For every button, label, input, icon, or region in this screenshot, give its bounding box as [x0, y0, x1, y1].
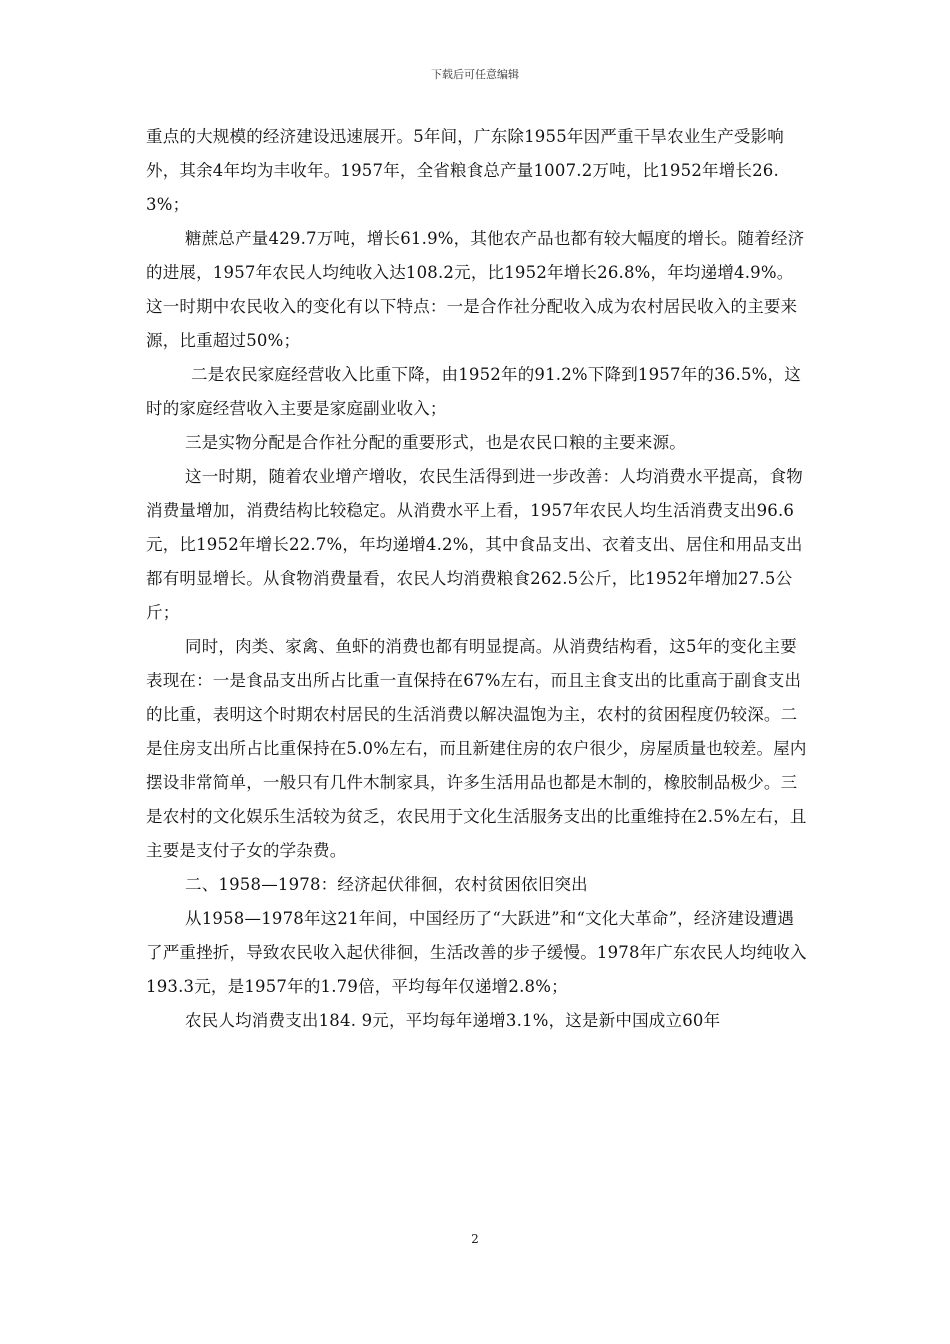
paragraph: 二是农民家庭经营收入比重下降，由1952年的91.2%下降到1957年的36.5%，这时的家庭经营收入主要是家庭副业收入； — [146, 365, 801, 418]
page-header: 下载后可任意编辑 — [431, 68, 519, 81]
paragraph: 同时，肉类、家禽、鱼虾的消费也都有明显提高。从消费结构看，这5年的变化主要表现在：一是食品支出所占比重一直保持在67%左右，而且主食支出的比重高于副食支出的比重，表明这个时期农村居民的生活消费以解决温饱为主，农村的贫困程度仍较深。二是住房支出所占比重保持在5.0%左右，而且新建住房的农户很少，房屋质量也较差。屋内摆设非常简单，一般只有几件木制家具，许多生活用品也都是木制的，橡胶制品极少。三是农村的文化娱乐生活较为贫乏，农民用于文化生活服务支出的比重维持在2.5%左右，且主要是支付子女的学杂费。 — [146, 637, 807, 860]
section-heading: 二、1958—1978：经济起伏徘徊，农村贫困依旧突出 — [185, 875, 588, 894]
paragraph: 三是实物分配是合作社分配的重要形式，也是农民口粮的主要来源。 — [185, 433, 686, 452]
document-body — [146, 120, 810, 1038]
paragraph: 糖蔗总产量429.7万吨，增长61.9%，其他农产品也都有较大幅度的增长。随着经济的进展，1957年农民人均纯收入达108.2元，比1952年增长26.8%，年均递增4.9%。这一时期中农民收入的变化有以下特点：一是合作社分配收入成为农村居民收入的主要来源，比重超过50%； — [146, 229, 805, 350]
paragraph: 重点的大规模的经济建设迅速展开。5年间，广东除1955年因严重干旱农业生产受影响外，其余4年均为丰收年。1957年，全省粮食总产量1007.2万吨，比1952年增长26.3%； — [146, 127, 784, 214]
paragraph: 这一时期，随着农业增产增收，农民生活得到进一步改善：人均消费水平提高，食物消费量增加，消费结构比较稳定。从消费水平上看，1957年农民人均生活消费支出96.6元，比1952年增长22.7%，年均递增4.2%，其中食品支出、衣着支出、居住和用品支出都有明显增长。从食物消费量看，农民人均消费粮食262.5公斤，比1952年增加27.5公斤； — [146, 467, 803, 622]
page-number: 2 — [471, 1232, 479, 1246]
paragraph: 农民人均消费支出184. 9元，平均每年递增3.1%，这是新中国成立60年 — [185, 1011, 721, 1030]
paragraph: 从1958—1978年这21年间，中国经历了“大跃进”和“文化大革命”，经济建设遭遇了严重挫折，导致农民收入起伏徘徊，生活改善的步子缓慢。1978年广东农民人均纯收入193.3元，是1957年的1.79倍，平均每年仅递增2.8%； — [146, 909, 807, 996]
